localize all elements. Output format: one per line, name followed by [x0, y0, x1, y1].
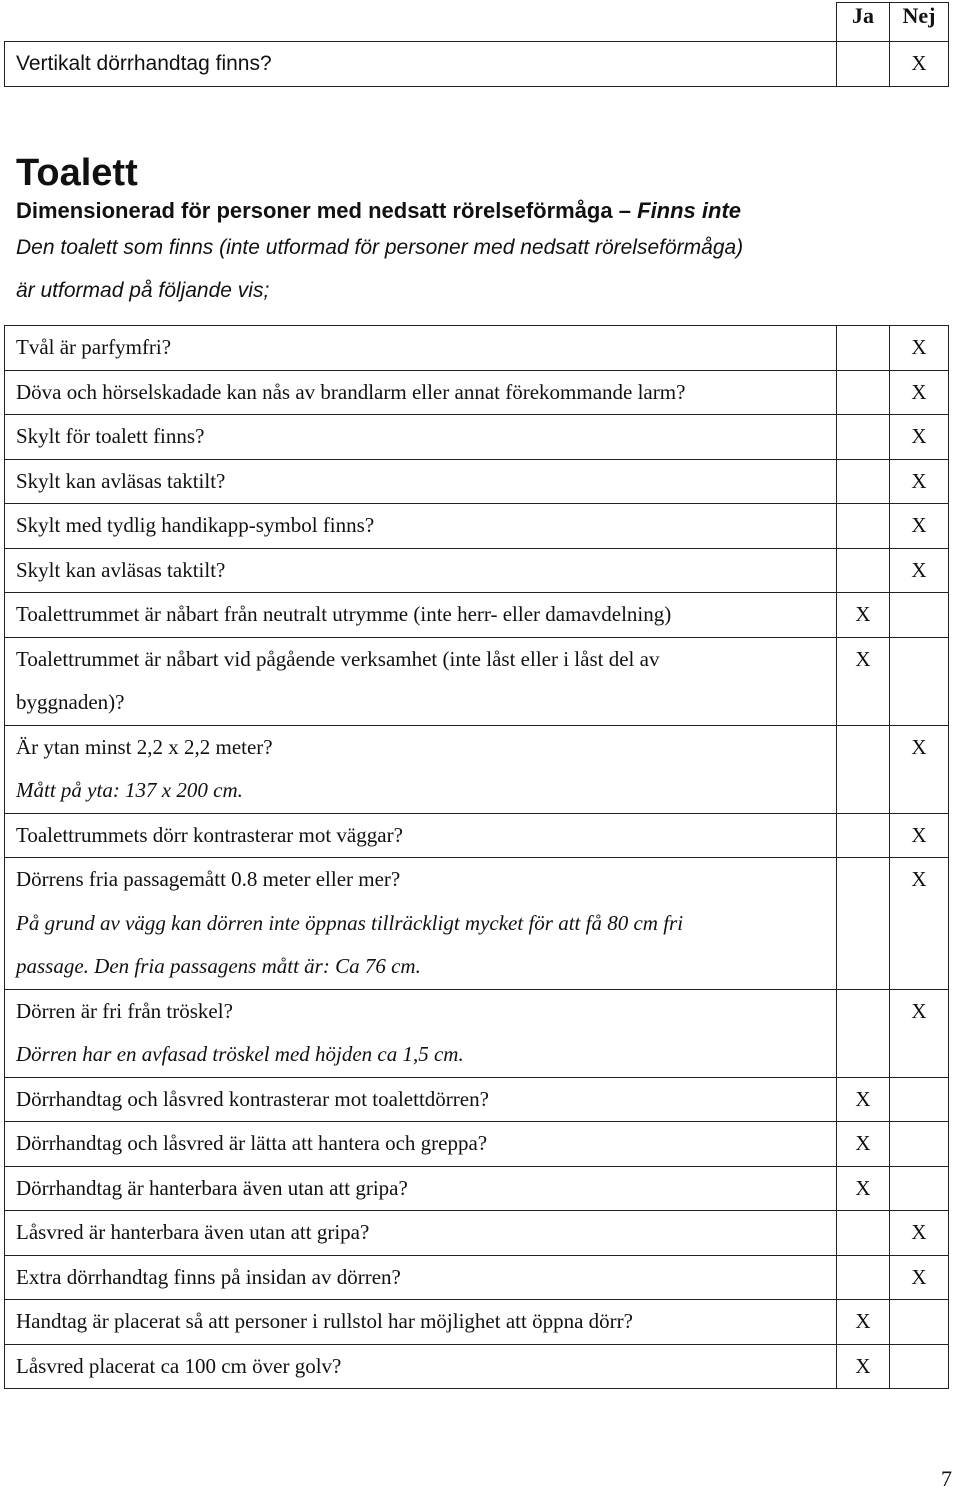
no-mark: X: [911, 335, 927, 359]
no-mark: X: [911, 513, 927, 537]
question-cell: [5, 1211, 837, 1256]
yes-cell: [837, 637, 890, 725]
yes-mark: X: [855, 1353, 871, 1378]
table-row: [5, 548, 949, 593]
no-cell: [890, 370, 949, 415]
table-row: [5, 504, 949, 549]
table-row: [5, 370, 949, 415]
question-text: Skylt kan avläsas taktilt?: [16, 468, 226, 493]
table-row: [5, 1255, 949, 1300]
no-mark: [890, 1078, 948, 1122]
checklist-header-table: [4, 2, 949, 87]
section-intro: [16, 226, 916, 312]
table-row: [5, 42, 949, 87]
no-mark: [890, 1122, 948, 1166]
yes-cell: [837, 1300, 890, 1345]
question-text: Dörren är fri från tröskel?: [16, 998, 233, 1023]
section-heading: [16, 150, 916, 312]
no-cell: [890, 504, 949, 549]
question-text: Dörrens fria passagemått 0.8 meter eller mer?: [16, 867, 401, 891]
page-number: 7: [941, 1466, 952, 1491]
yes-mark: X: [855, 646, 871, 671]
yes-cell: [837, 813, 890, 858]
no-cell: [890, 415, 949, 460]
table-row: [5, 858, 949, 990]
no-cell: [890, 42, 949, 87]
yes-mark: X: [855, 1131, 871, 1155]
question-cell: [5, 1255, 837, 1300]
yes-mark: X: [855, 1309, 871, 1333]
no-cell: [890, 637, 949, 725]
yes-cell: [837, 1166, 890, 1211]
table-row: [5, 989, 949, 1077]
yes-mark: [837, 1211, 889, 1255]
question-cell: [5, 504, 837, 549]
yes-cell: [837, 1255, 890, 1300]
yes-cell: [837, 415, 890, 460]
question-text: Tvål är parfymfri?: [16, 335, 172, 359]
question-text: Toalettrummet är nåbart från neutralt utrymme (inte herr- eller damavdelning): [16, 602, 672, 626]
no-cell: [890, 989, 949, 1077]
no-mark: [890, 593, 948, 637]
no-mark: X: [911, 1264, 927, 1289]
yes-cell: [837, 1211, 890, 1256]
yes-cell: [837, 548, 890, 593]
yes-mark: [837, 858, 889, 902]
yes-cell: [837, 370, 890, 415]
question-text: Döva och hörselskadade kan nås av brandlarm eller annat förekommande larm?: [16, 379, 686, 404]
yes-cell: [837, 1077, 890, 1122]
question-cell: [5, 858, 837, 990]
question-cell: [5, 415, 837, 460]
no-cell: [890, 1255, 949, 1300]
yes-cell: [837, 42, 890, 87]
yes-cell: [837, 504, 890, 549]
question-cell: [5, 548, 837, 593]
question-cell: [5, 637, 837, 725]
table-row: [5, 1300, 949, 1345]
question-cell: [5, 989, 837, 1077]
question-text: Toalettrummet är nåbart vid pågående verksamhet (inte låst eller i låst del av: [16, 646, 660, 671]
question-cell: [5, 725, 837, 813]
no-cell: [890, 548, 949, 593]
question-cell: [5, 370, 837, 415]
no-cell: [890, 1122, 949, 1167]
question-cell: [5, 1300, 837, 1345]
yes-mark: [837, 371, 889, 415]
intro-line: är utformad på följande vis;: [16, 279, 270, 302]
no-mark: X: [911, 998, 927, 1023]
yes-cell: [837, 593, 890, 638]
question-text: Dörrhandtag och låsvred kontrasterar mot toalettdörren?: [16, 1086, 489, 1111]
yes-cell: [837, 1122, 890, 1167]
yes-cell: [837, 989, 890, 1077]
yes-mark: [837, 326, 889, 370]
table-row: [5, 593, 949, 638]
yes-cell: [837, 725, 890, 813]
no-mark: [890, 1345, 948, 1389]
answer-note: Mått på yta: 137 x 200 cm.: [16, 778, 243, 802]
question-text: Skylt med tydlig handikapp-symbol finns?: [16, 513, 375, 537]
question-text: Toalettrummets dörr kontrasterar mot väggar?: [16, 822, 403, 847]
question-cell: [5, 1122, 837, 1167]
table-row: [5, 725, 949, 813]
checklist-table: [4, 325, 949, 1389]
yes-cell: [837, 1344, 890, 1389]
no-mark: X: [911, 424, 927, 448]
subtitle-dash: –: [618, 198, 631, 223]
answer-note: passage. Den fria passagens mått är: Ca 76 cm.: [16, 954, 421, 978]
yes-mark: [837, 504, 889, 548]
question-text: Dörrhandtag är hanterbara även utan att gripa?: [16, 1175, 408, 1200]
no-mark: X: [911, 1220, 927, 1244]
question-text: Skylt kan avläsas taktilt?: [16, 557, 226, 582]
no-mark: [890, 638, 948, 682]
question-text: byggnaden)?: [16, 690, 125, 714]
subtitle-text: Dimensionerad för personer med nedsatt rörelseförmåga: [16, 198, 613, 223]
yes-mark: [837, 549, 889, 593]
yes-mark: X: [855, 602, 871, 626]
subtitle-status: Finns inte: [637, 198, 742, 223]
no-cell: [890, 459, 949, 504]
section-subtitle: [16, 196, 916, 226]
yes-cell: [837, 459, 890, 504]
question-cell: [5, 326, 837, 371]
answer-note: På grund av vägg kan dörren inte öppnas tillräckligt mycket för att få 80 cm fri: [16, 910, 684, 935]
no-cell: [890, 326, 949, 371]
table-row: [5, 1077, 949, 1122]
question-cell: [5, 1344, 837, 1389]
header-blank-cell: [5, 3, 837, 42]
no-cell: [890, 593, 949, 638]
yes-mark: [837, 814, 889, 858]
question-text: Vertikalt dörrhandtag finns?: [16, 52, 272, 75]
no-cell: [890, 725, 949, 813]
question-text: Är ytan minst 2,2 x 2,2 meter?: [16, 734, 273, 759]
question-cell: [5, 42, 837, 87]
yes-mark: [837, 42, 889, 86]
table-row: [5, 415, 949, 460]
table-row: [5, 459, 949, 504]
yes-mark: [837, 415, 889, 459]
yes-cell: [837, 326, 890, 371]
table-row: [5, 326, 949, 371]
no-cell: [890, 813, 949, 858]
no-column-header: Nej: [890, 3, 949, 42]
no-mark: X: [911, 822, 927, 847]
no-cell: [890, 858, 949, 990]
question-text: Skylt för toalett finns?: [16, 424, 205, 448]
question-cell: [5, 593, 837, 638]
question-text: Låsvred placerat ca 100 cm över golv?: [16, 1353, 342, 1378]
no-mark: X: [911, 867, 927, 891]
no-mark: X: [911, 379, 927, 404]
table-row: [5, 1122, 949, 1167]
table-row: [5, 1166, 949, 1211]
yes-mark: [837, 1256, 889, 1300]
question-cell: [5, 1166, 837, 1211]
yes-mark: X: [855, 1175, 871, 1200]
question-text: Låsvred är hanterbara även utan att gripa?: [16, 1220, 370, 1244]
question-text: Dörrhandtag och låsvred är lätta att hantera och greppa?: [16, 1131, 488, 1155]
yes-mark: [837, 726, 889, 770]
question-text: Extra dörrhandtag finns på insidan av dörren?: [16, 1264, 401, 1289]
question-cell: [5, 813, 837, 858]
section-title: Toalett: [16, 152, 138, 194]
no-cell: [890, 1166, 949, 1211]
no-mark: X: [911, 51, 927, 75]
yes-cell: [837, 858, 890, 990]
yes-mark: [837, 990, 889, 1034]
no-mark: X: [911, 468, 927, 493]
no-cell: [890, 1077, 949, 1122]
yes-mark: X: [855, 1086, 871, 1111]
no-mark: [890, 1167, 948, 1211]
yes-mark: [837, 460, 889, 504]
table-row: [5, 813, 949, 858]
no-mark: X: [911, 734, 927, 759]
question-text: Handtag är placerat så att personer i rullstol har möjlighet att öppna dörr?: [16, 1309, 633, 1333]
answer-note: Dörren har en avfasad tröskel med höjden ca 1,5 cm.: [16, 1042, 464, 1066]
table-row: [5, 637, 949, 725]
question-cell: [5, 459, 837, 504]
no-cell: [890, 1300, 949, 1345]
intro-line: Den toalett som finns (inte utformad för personer med nedsatt rörelseförmåga): [16, 236, 744, 259]
no-mark: [890, 1300, 948, 1344]
yes-column-header: Ja: [837, 3, 890, 42]
no-cell: [890, 1211, 949, 1256]
header-row: [5, 3, 949, 42]
table-row: [5, 1211, 949, 1256]
table-row: [5, 1344, 949, 1389]
no-cell: [890, 1344, 949, 1389]
no-mark: X: [911, 557, 927, 582]
question-cell: [5, 1077, 837, 1122]
